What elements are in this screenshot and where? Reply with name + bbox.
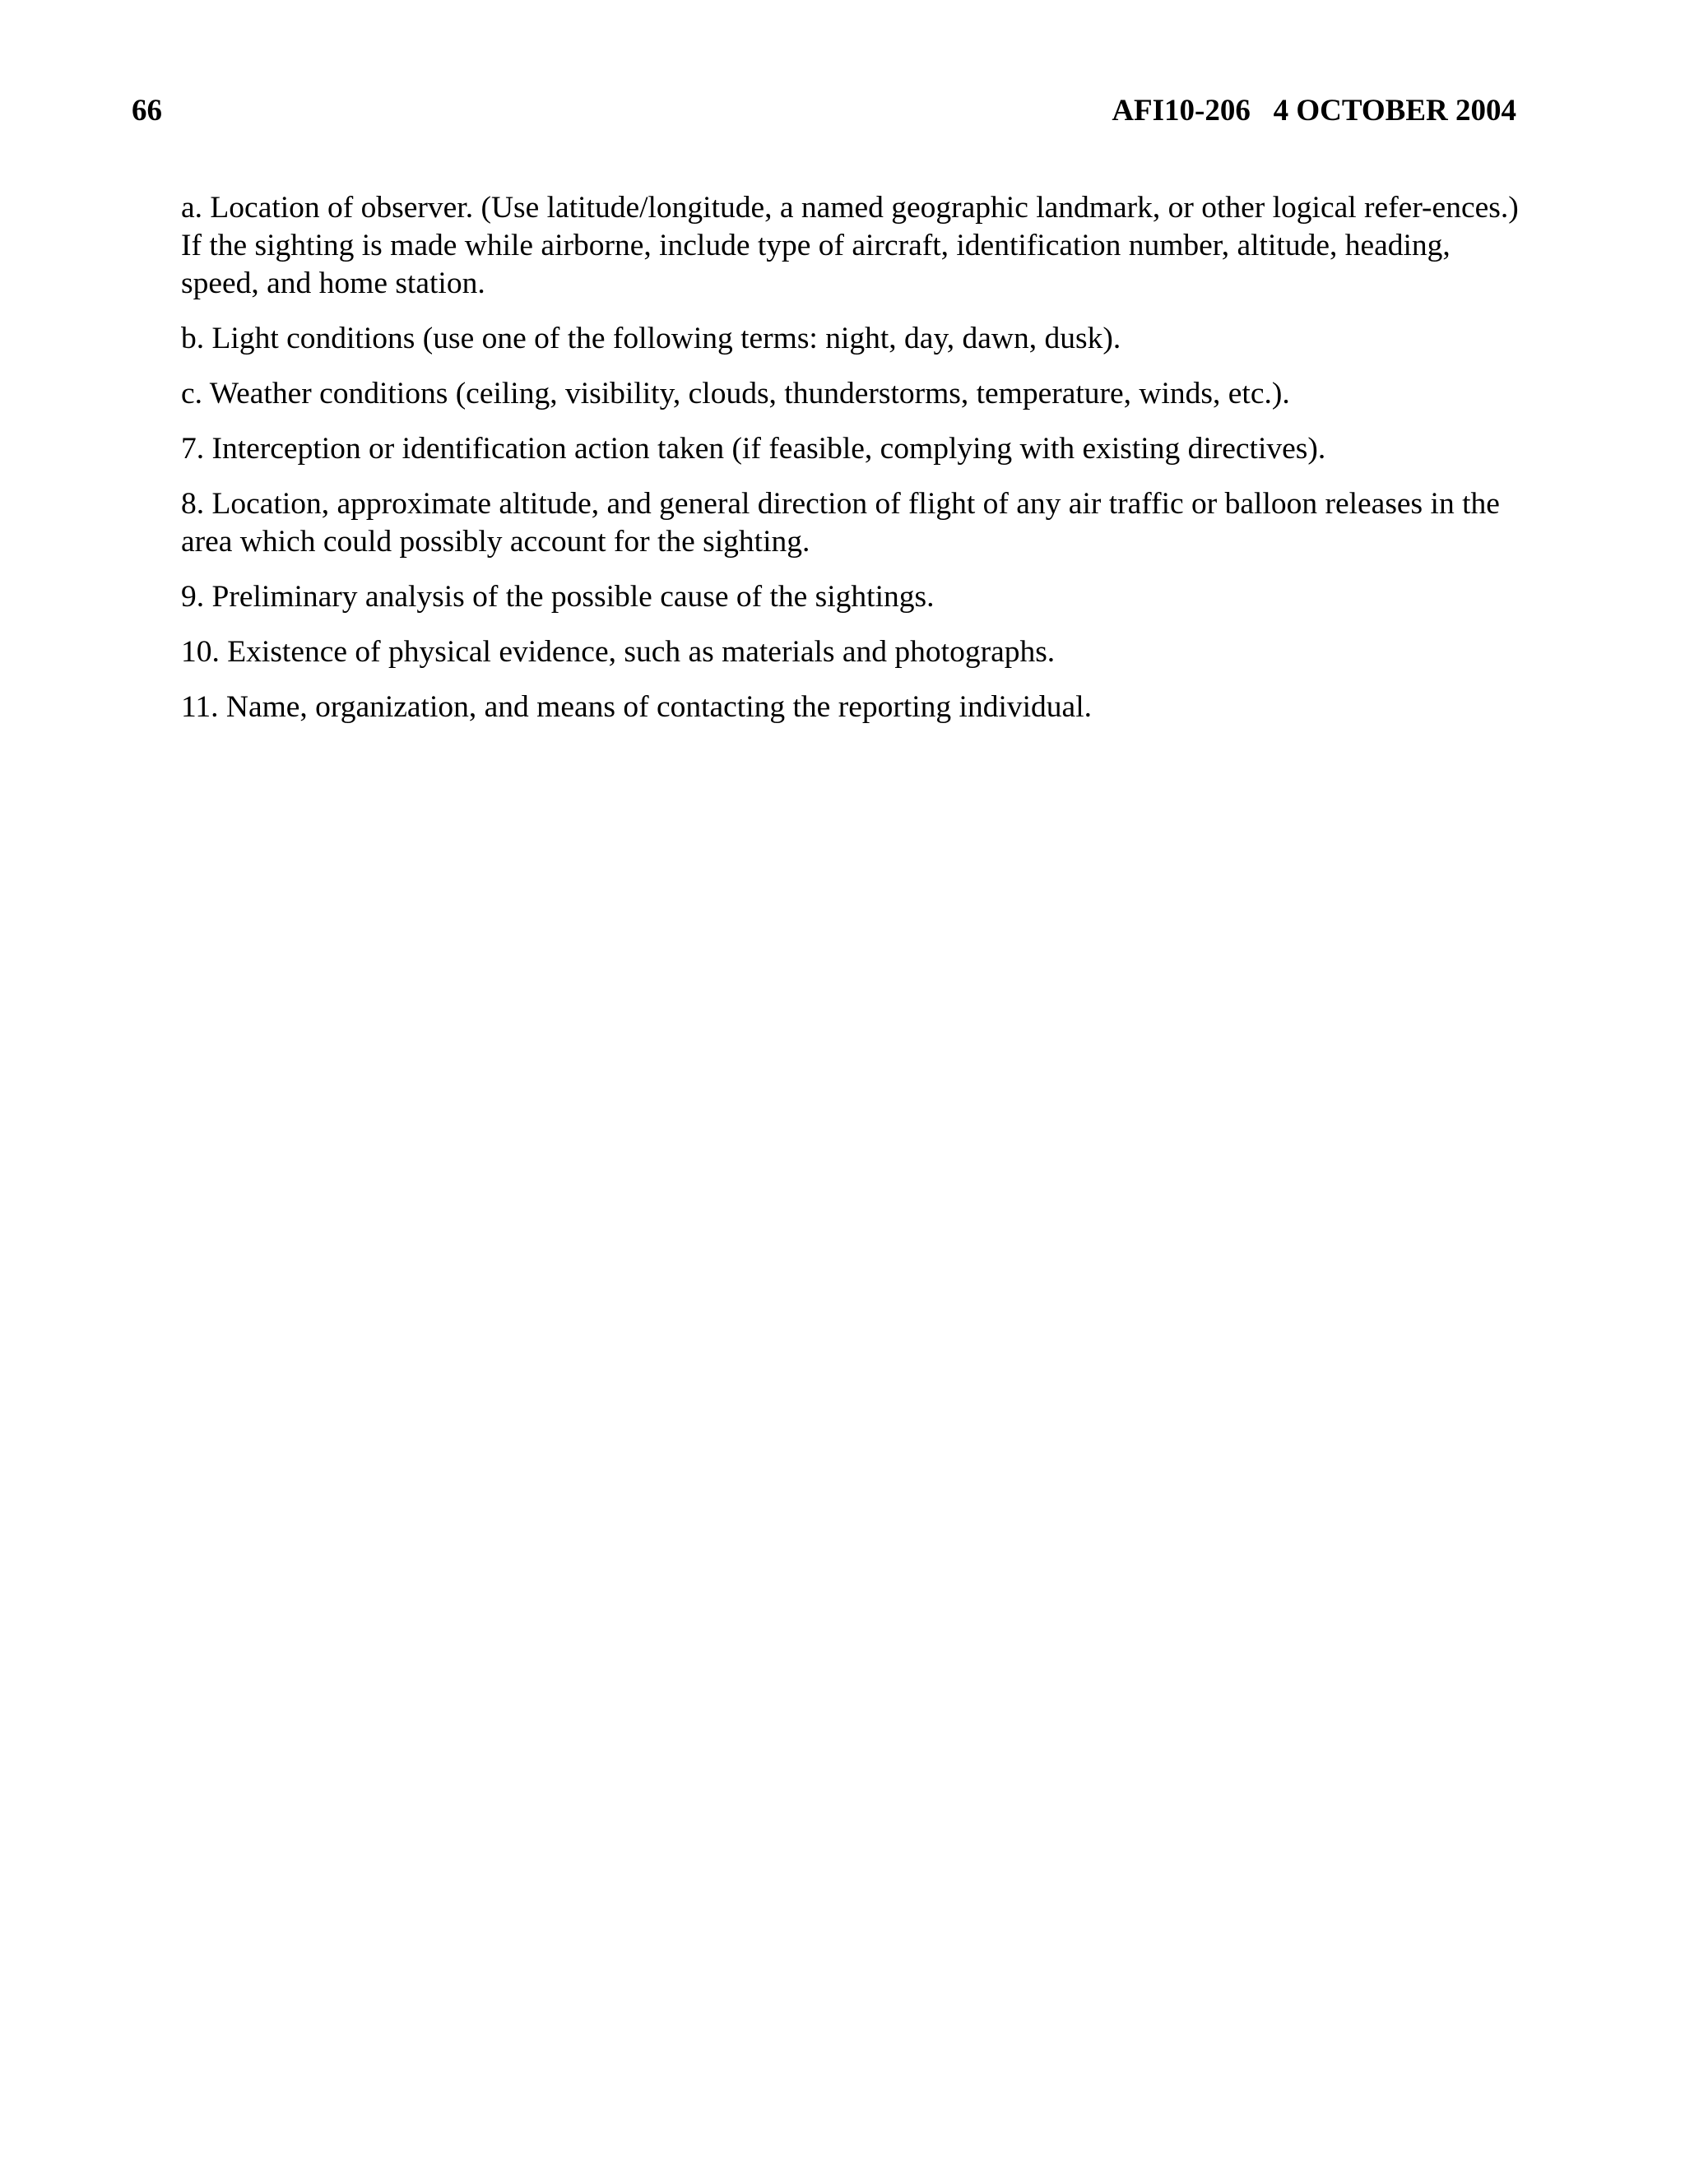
- paragraph-interception-action: 7. Interception or identification action taken (if feasible, complying with existing directives).: [181, 432, 1326, 466]
- body-text: [181, 189, 1522, 744]
- paragraph-light-conditions: b. Light conditions (use one of the following terms: night, day, dawn, dusk).: [181, 322, 1121, 355]
- document-id-date: AFI10-206 4 OCTOBER 2004: [1112, 94, 1516, 128]
- paragraph-location-of-observer: a. Location of observer. (Use latitude/longitude, a named geographic landmark, or other logical refer-ences.) If the sighting is made while airborne, include type of aircraft, identification number, altitude, heading, speed, and home station.: [181, 191, 1519, 300]
- paragraph-weather-conditions: c. Weather conditions (ceiling, visibility, clouds, thunderstorms, temperature, winds, etc.).: [181, 377, 1290, 410]
- page-number: 66: [132, 94, 162, 128]
- page-header: [132, 90, 1516, 132]
- paragraph-physical-evidence: 10. Existence of physical evidence, such as materials and photographs.: [181, 635, 1056, 669]
- paragraph-preliminary-analysis: 9. Preliminary analysis of the possible cause of the sightings.: [181, 580, 935, 614]
- paragraph-reporting-individual: 11. Name, organization, and means of contacting the reporting individual.: [181, 690, 1092, 724]
- paragraph-air-traffic-location: 8. Location, approximate altitude, and general direction of flight of any air traffic or balloon releases in the area which could possibly account for the sighting.: [181, 487, 1500, 559]
